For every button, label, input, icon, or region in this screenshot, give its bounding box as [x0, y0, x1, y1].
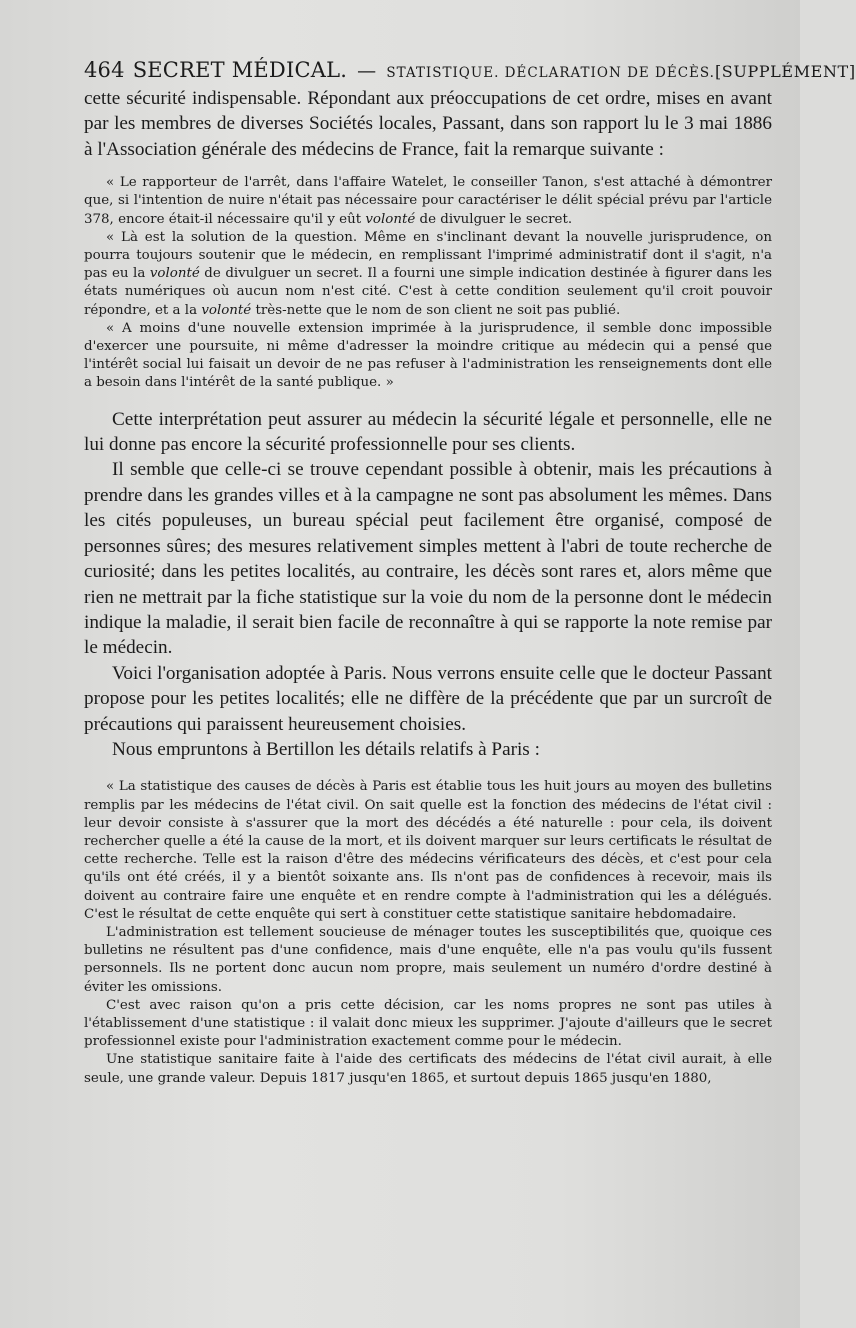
page-number: 464 — [84, 58, 125, 82]
quote-paragraph: Une statistique sanitaire faite à l'aide des certificats des médecins de l'état civil aurait, à elle seule, une grande valeur. Depuis 1817 jusqu'en 1865, et surtout depuis 1865 jusqu'en 1880, — [84, 1052, 772, 1086]
paragraph: Voici l'organisation adoptée à Paris. Nous verrons ensuite celle que le docteur Passant propose pour les petites localités; elle ne diffère de la précédente que par un surcroît de précautions qui paraissent heureusement choisies. — [84, 662, 772, 735]
paragraph: cette sécurité indispensable. Répondant aux préoccupations de cet ordre, mises en avant par les membres de diverses Sociétés locales, Passant, dans son rapport lu le 3 mai 1886 à l'Association générale des médecins de France, fait la remarque suivante : — [84, 88, 772, 160]
header-dash: — — [357, 60, 377, 82]
header-right-title: [SUPPLÉMENT] — [714, 62, 856, 81]
paragraph: Cette interprétation peut assurer au médecin la sécurité légale et personnelle, elle ne lui donne pas encore la sécurité professionnelle pour ses clients. — [84, 408, 772, 456]
paragraph: Nous empruntons à Bertillon les détails relatifs à Paris : — [112, 738, 540, 760]
quote-block-passant — [84, 174, 772, 392]
running-header — [84, 58, 856, 82]
quote-block-bertillon — [84, 778, 772, 1087]
quote-paragraph: C'est avec raison qu'on a pris cette décision, car les noms propres ne sont pas utiles à l'établissement d'une statistique : il valait donc mieux les supprimer. J'ajoute d'ailleurs que le secret professionnel existe pour l'administration exactement comme pour le médecin. — [84, 997, 772, 1050]
paragraph: Il semble que celle-ci se trouve cependant possible à obtenir, mais les précautions à prendre dans les grandes villes et à la campagne ne sont pas absolument les mêmes. Dans les cités populeuses, un bureau spécial peut facilement être organisé, composé de personnes sûres; des mesures relativement simples mettent à l'abri de toute recherche de curiosité; dans les petites localités, au contraire, les décès sont rares et, alors même que rien ne mettrait par la fiche statistique sur la voie du nom de la personne dont le médecin indique la maladie, il serait bien facile de reconnaître à qui se rapporte la note remise par le médecin. — [84, 459, 772, 659]
quote-paragraph: L'administration est tellement soucieuse de ménager toutes les susceptibilités que, quoique ces bulletins ne résultent pas d'une confidence, mais d'une enquête, elle n'a pas voulu qu'ils fussent personnels. Ils ne portent donc aucun nom propre, mais seulement un numéro d'ordre destiné à éviter les omissions. — [84, 924, 772, 995]
header-left-title: SECRET MÉDICAL. — [132, 58, 348, 82]
header-section-title: STATISTIQUE. DÉCLARATION DE DÉCÈS. — [386, 65, 715, 81]
quote-paragraph: « Le rapporteur de l'arrêt, dans l'affaire Watelet, le conseiller Tanon, s'est attaché à démontrer que, si l'intention de nuire n'était pas nécessaire pour caractériser le délit spécial prévu par l'article 378, encore était-il nécessaire qu'il y eût volonté de divulguer le secret. — [84, 175, 772, 227]
body-text-middle — [84, 407, 772, 763]
quote-paragraph: « La statistique des causes de décès à Paris est établie tous les huit jours au moyen des bulletins remplis par les médecins de l'état civil. On sait quelle est la fonction des médecins de l'état civil : leur devoir consiste à s'assurer que la mort des décédés a été naturelle : pour cela, ils doivent rechercher quelle a été la cause de la mort, et ils doivent marquer sur leurs certificats le résultat de cette recherche. Telle est la raison d'être des médecins vérificateurs des décès, et c'est pour cela qu'ils ont été créés, il y a bientôt soixante ans. Ils n'ont pas de confidences à recevoir, mais ils doivent au contraire faire une enquête et en rendre compte à l'administration qui les a délégués. C'est le résultat de cette enquête qui sert à constituer cette statistique sanitaire hebdomadaire. — [84, 779, 772, 922]
quote-paragraph: « A moins d'une nouvelle extension imprimée à la jurisprudence, il semble donc impossible d'exercer une poursuite, ni même d'adresser la moindre critique au médecin qui a pensé que l'intérêt social lui faisait un devoir de ne pas refuser à l'administration les renseignements dont elle a besoin dans l'intérêt de la santé publique. » — [84, 320, 772, 391]
quote-paragraph: « Là est la solution de la question. Même en s'inclinant devant la nouvelle jurisprudence, on pourra toujours soutenir que le médecin, en remplissant l'imprimé administratif dont il s'agit, n'a pas eu la volonté de divulguer un secret. Il a fourni une simple indication destinée à figurer dans les états numériques où aucun nom n'est cité. C'est à cette condition seulement qu'il croit pouvoir répondre, et a la volonté très-nette que le nom de son client ne soit pas publié. — [84, 229, 773, 318]
body-text-top — [84, 86, 772, 162]
